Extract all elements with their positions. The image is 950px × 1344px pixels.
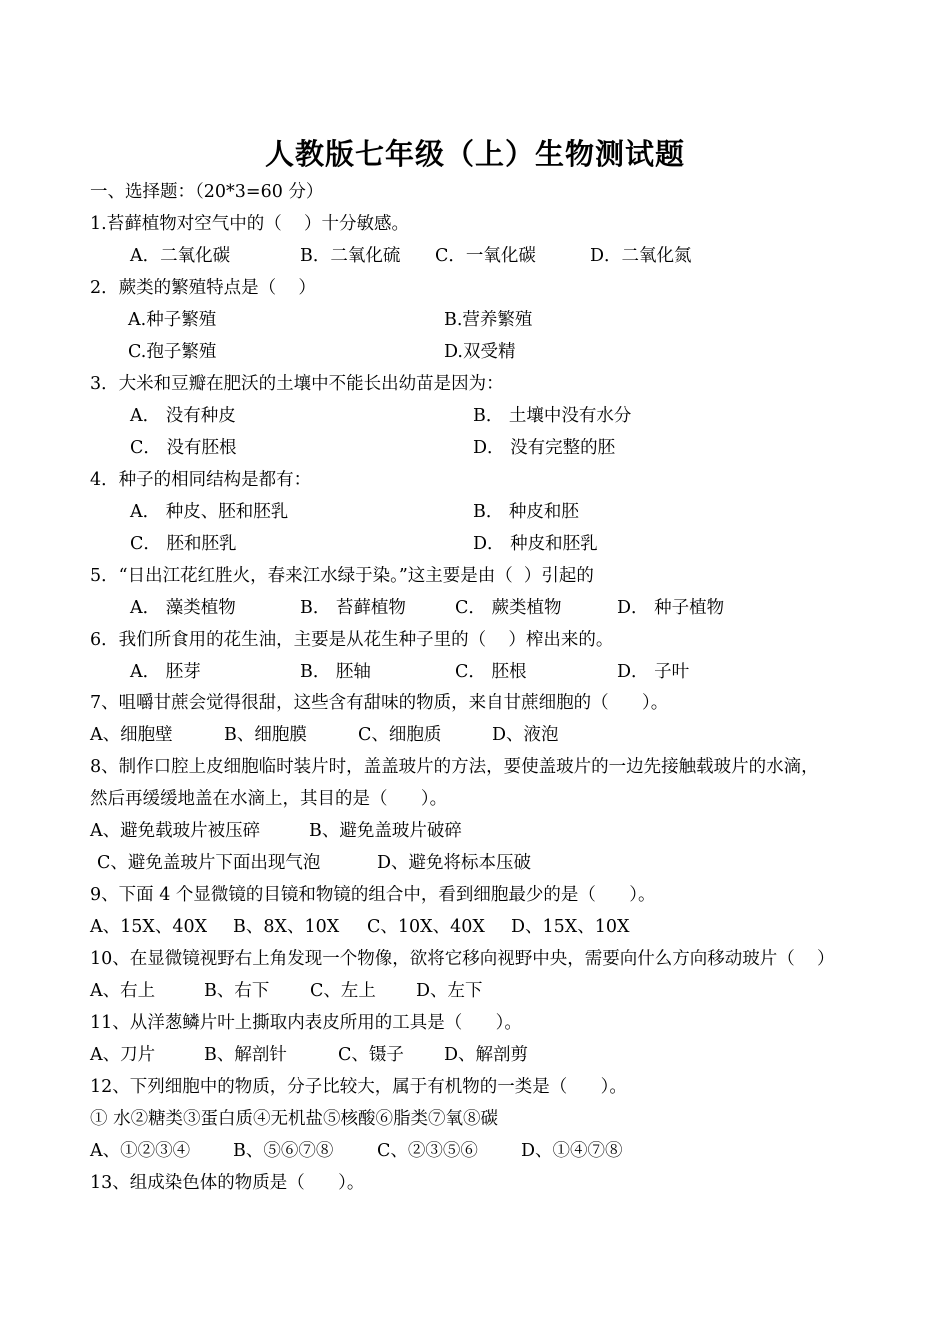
question-1: 1.苔藓植物对空气中的（ ）十分敏感。 [90,214,409,234]
q9-option-a: A、15X、40X [90,917,208,937]
q6-option-c: C． 胚根 [455,662,527,682]
page-title: 人教版七年级（上）生物测试题 [264,137,685,171]
q6-option-b: B． 胚轴 [300,662,371,682]
question-4: 4．种子的相同结构是都有： [90,470,312,490]
question-6: 6．我们所食用的花生油，主要是从花生种子里的（ ）榨出来的。 [90,630,614,650]
q5-option-a: A． 藻类植物 [130,598,236,618]
question-8: 8、制作口腔上皮细胞临时装片时，盖盖玻片的方法，要使盖玻片的一边先接触载玻片的水滴， [90,757,819,777]
q3-option-a: A． 没有种皮 [130,406,236,426]
q7-option-d: D、液泡 [492,725,559,745]
q1-option-c: C．一氧化碳 [435,246,536,266]
q3-option-d: D． 没有完整的胚 [473,438,616,458]
q5-option-d: D． 种子植物 [617,598,725,618]
q9-option-c: C、10X、40X [367,917,485,937]
q8-option-c: C、避免盖玻片下面出现气泡 [97,853,321,873]
q5-option-b: B． 苔藓植物 [300,598,406,618]
q6-option-a: A． 胚芽 [130,662,201,682]
q11-option-a: A、刀片 [90,1045,156,1065]
q3-option-c: C． 没有胚根 [130,438,237,458]
q4-option-a: A． 种皮、胚和胚乳 [130,502,289,522]
q12-substance-list: ① 水②糖类③蛋白质④无机盐⑤核酸⑥脂类⑦氧⑧碳 [90,1109,499,1129]
q5-option-c: C． 蕨类植物 [455,598,562,618]
q8-option-b: B、避免盖玻片破碎 [309,821,462,841]
question-2: 2．蕨类的繁殖特点是（ ） [90,278,316,298]
q7-option-b: B、细胞膜 [224,725,307,745]
q4-option-d: D． 种皮和胚乳 [473,534,598,554]
q4-option-b: B． 种皮和胚 [473,502,579,522]
q1-option-d: D．二氧化氮 [590,246,692,266]
q7-option-a: A、细胞壁 [90,725,173,745]
question-13: 13、组成染色体的物质是（ ）。 [90,1173,365,1193]
question-8-continued: 然后再缓缓地盖在水滴上，其目的是（ ）。 [90,789,448,809]
q11-option-d: D、解剖剪 [444,1045,529,1065]
q9-option-b: B、8X、10X [233,917,340,937]
q11-option-b: B、解剖针 [204,1045,287,1065]
q6-option-d: D． 子叶 [617,662,690,682]
q2-option-a: A.种子繁殖 [128,310,217,330]
q8-option-d: D、避免将标本压破 [377,853,532,873]
q2-option-b: B.营养繁殖 [444,310,533,330]
question-10: 10、在显微镜视野右上角发现一个物像，欲将它移向视野中央，需要向什么方向移动玻片（ ） [90,949,835,969]
q10-option-d: D、左下 [416,981,483,1001]
question-7: 7、咀嚼甘蔗会觉得很甜，这些含有甜味的物质，来自甘蔗细胞的（ ）。 [90,693,669,713]
q8-option-a: A、避免载玻片被压碎 [90,821,261,841]
question-5: 5．“日出江花红胜火，春来江水绿于染。”这主要是由（ ）引起的 [90,566,594,586]
q12-option-c: C、②③⑤⑥ [377,1141,478,1161]
q10-option-a: A、右上 [90,981,156,1001]
q10-option-b: B、右下 [204,981,270,1001]
q12-option-b: B、⑤⑥⑦⑧ [233,1141,334,1161]
q7-option-c: C、细胞质 [358,725,442,745]
q1-option-a: A．二氧化碳 [130,246,231,266]
q2-option-c: C.孢子繁殖 [128,342,217,362]
question-11: 11、从洋葱鳞片叶上撕取内表皮所用的工具是（ ）。 [90,1013,522,1033]
section-heading: 一、选择题：（20*3=60 分） [90,182,324,202]
q10-option-c: C、左上 [310,981,376,1001]
q11-option-c: C、镊子 [338,1045,404,1065]
question-12: 12、下列细胞中的物质，分子比较大，属于有机物的一类是（ ）。 [90,1077,627,1097]
q12-option-d: D、①④⑦⑧ [521,1141,623,1161]
q1-option-b: B．二氧化硫 [300,246,401,266]
q4-option-c: C． 胚和胚乳 [130,534,237,554]
q2-option-d: D.双受精 [444,342,516,362]
q9-option-d: D、15X、10X [511,917,630,937]
question-3: 3．大米和豆瓣在肥沃的土壤中不能长出幼苗是因为： [90,374,504,394]
question-9: 9、下面 4 个显微镜的目镜和物镜的组合中，看到细胞最少的是（ ）。 [90,885,656,905]
q3-option-b: B． 土壤中没有水分 [473,406,632,426]
q12-option-a: A、①②③④ [90,1141,191,1161]
